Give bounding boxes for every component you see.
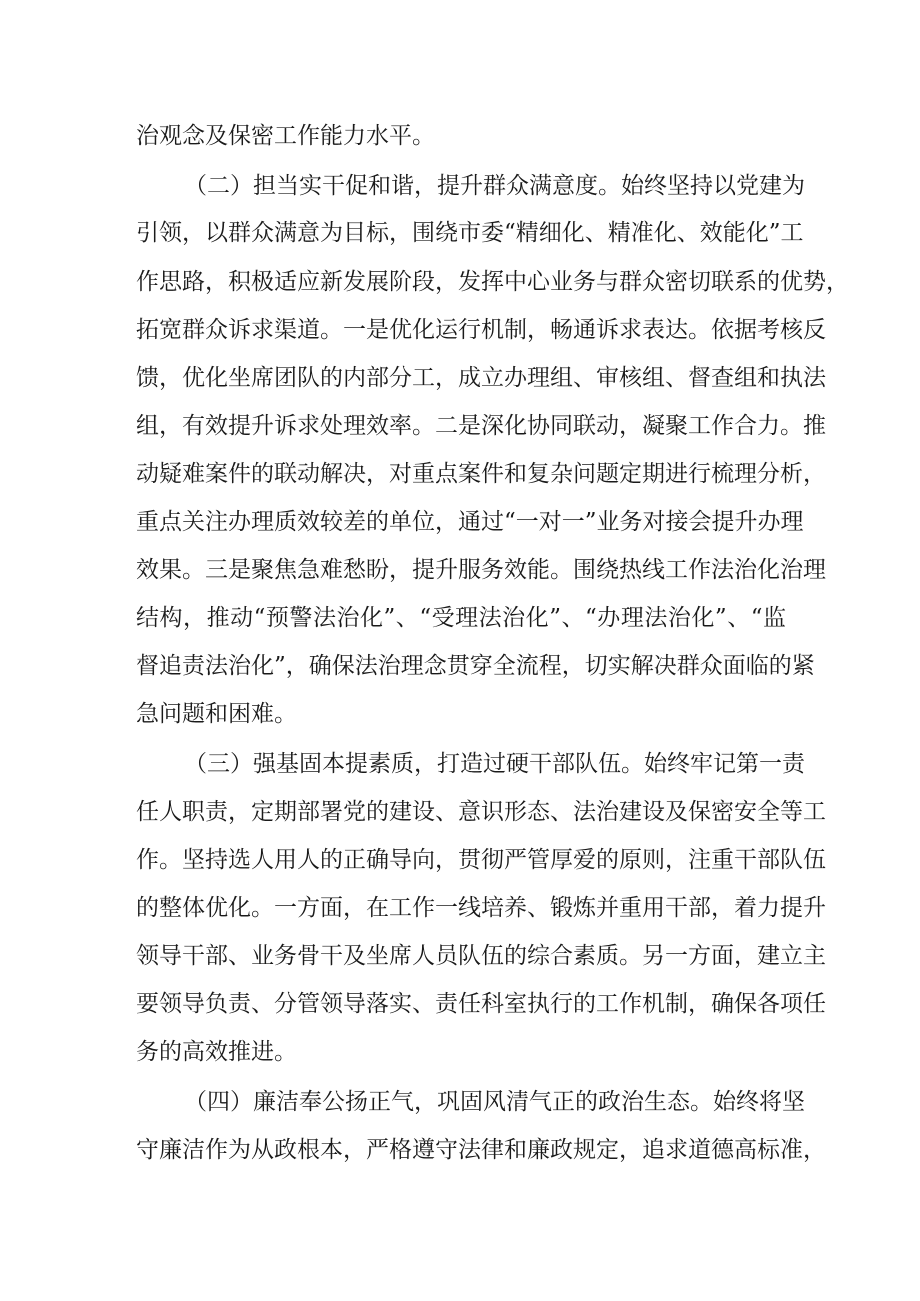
text-line: 领导干部、业务骨干及坐席人员队伍的综合素质。另一方面，建立主 bbox=[136, 943, 826, 969]
text-line: 作思路，积极适应新发展阶段，发挥中心业务与群众密切联系的优势， bbox=[136, 269, 849, 295]
text-line: 组，有效提升诉求处理效率。二是深化协同联动，凝聚工作合力。推 bbox=[136, 413, 826, 439]
text-line: 要领导负责、分管领导落实、责任科室执行的工作机制，确保各项任 bbox=[136, 991, 826, 1017]
text-line: 馈，优化坐席团队的内部分工，成立办理组、审核组、督查组和执法 bbox=[136, 365, 826, 391]
text-line: （三）强基固本提素质，打造过硬干部队伍。始终牢记第一责 bbox=[184, 751, 805, 777]
text-line: 务的高效推进。 bbox=[136, 1039, 297, 1065]
text-line: 效果。三是聚焦急难愁盼，提升服务效能。围绕热线工作法治化治理 bbox=[136, 557, 826, 583]
text-line: 守廉洁作为从政根本，严格遵守法律和廉政规定，追求道德高标准， bbox=[136, 1137, 826, 1163]
text-line: 拓宽群众诉求渠道。一是优化运行机制，畅通诉求表达。依据考核反 bbox=[136, 317, 826, 343]
text-line: 治观念及保密工作能力水平。 bbox=[136, 123, 435, 149]
text-line: 重点关注办理质效较差的单位，通过“一对一”业务对接会提升办理 bbox=[136, 509, 804, 535]
text-line: 急问题和困难。 bbox=[136, 701, 297, 727]
text-line: （四）廉洁奉公扬正气，巩固风清气正的政治生态。始终将坚 bbox=[184, 1089, 805, 1115]
text-line: 结构，推动“预警法治化”、“受理法治化”、“办理法治化”、“监 bbox=[136, 605, 786, 631]
text-line: 作。坚持选人用人的正确导向，贯彻严管厚爱的原则，注重干部队伍 bbox=[136, 847, 826, 873]
text-line: （二）担当实干促和谐，提升群众满意度。始终坚持以党建为 bbox=[184, 173, 805, 199]
text-line: 督追责法治化”，确保法治理念贯穿全流程，切实解决群众面临的紧 bbox=[136, 653, 815, 679]
text-line: 任人职责，定期部署党的建设、意识形态、法治建设及保密安全等工 bbox=[136, 799, 826, 825]
text-line: 引领，以群众满意为目标，围绕市委“精细化、精准化、效能化”工 bbox=[136, 220, 804, 246]
text-line: 的整体优化。一方面，在工作一线培养、锻炼并重用干部，着力提升 bbox=[136, 895, 826, 921]
text-line: 动疑难案件的联动解决，对重点案件和复杂问题定期进行梳理分析， bbox=[136, 461, 826, 487]
